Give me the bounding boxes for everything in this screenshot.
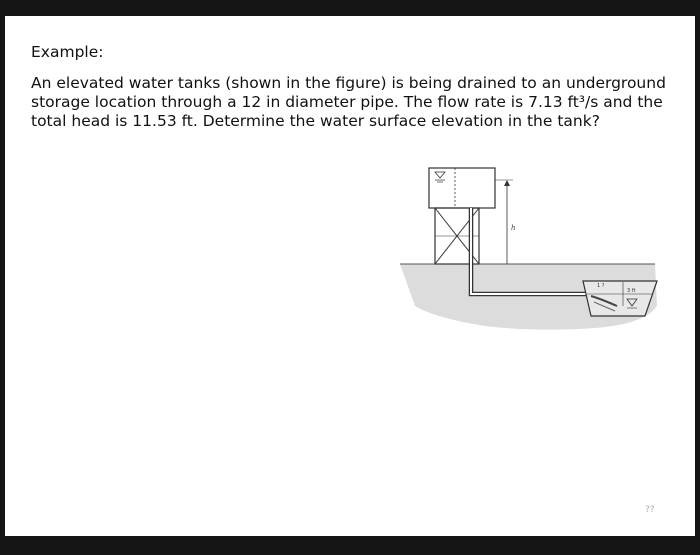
label-3ft: 3 ft (627, 288, 636, 294)
elevated-tank (429, 168, 495, 208)
label-depth: 1 ? (597, 283, 605, 289)
slide (5, 16, 695, 536)
example-heading: Example: (31, 43, 104, 61)
label-h: h (511, 224, 516, 232)
problem-text: An elevated water tanks (shown in the figure) is being drained to an underground storage location through a 12 in diameter pipe. The flow rate is 7.13 ft³/s and the total head is 11.53 ft. Determine the water surface elevation in the tank? (31, 74, 666, 130)
tank-figure (395, 146, 665, 350)
tank-diagram (395, 146, 665, 346)
page-number: ?? (645, 505, 655, 515)
underground-tank (583, 281, 657, 316)
